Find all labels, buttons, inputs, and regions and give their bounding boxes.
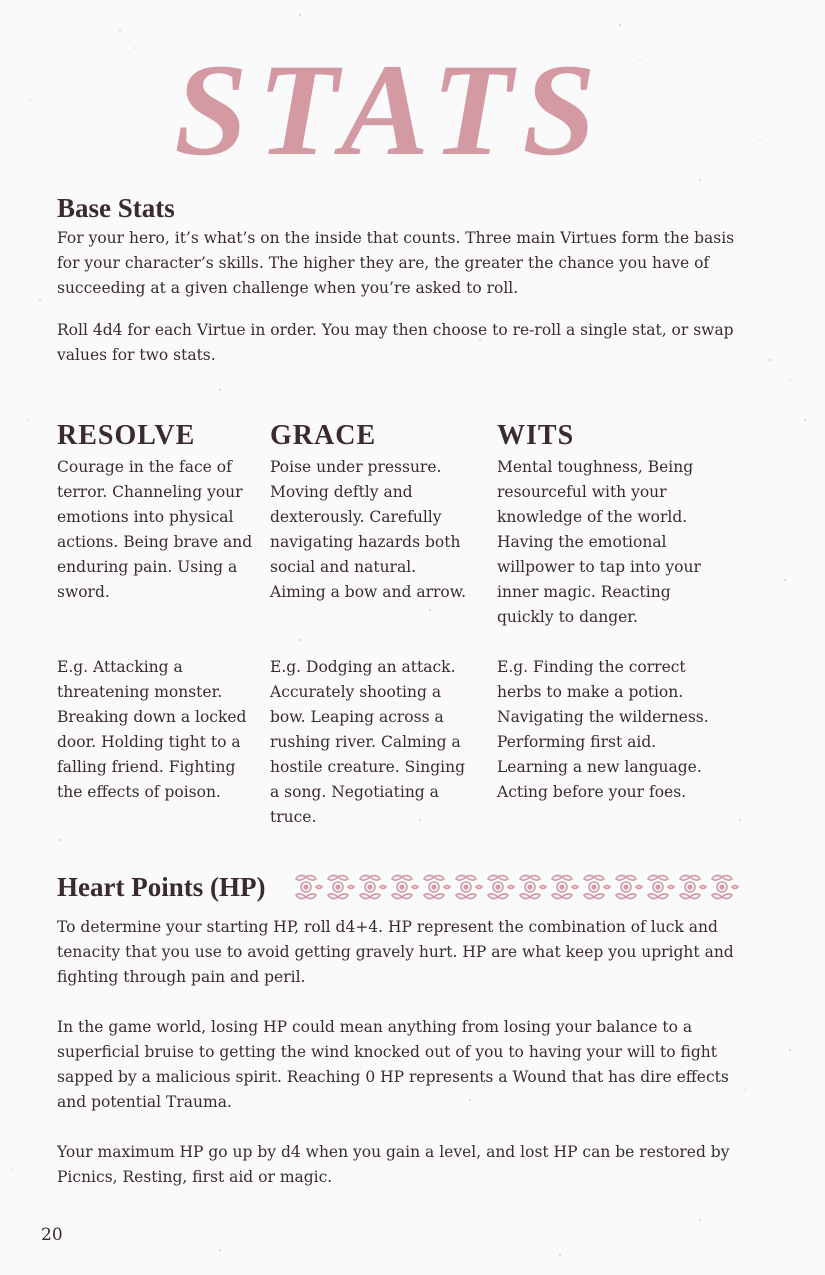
- virtue-examples-resolve: E.g. Attacking a threatening monster. Breaking down a locked door. Holding tight to a falling friend. Fighting the effects of poison.: [57, 658, 247, 801]
- base-stats-heading: Base Stats: [57, 193, 175, 223]
- heart-points-restoration: Your maximum HP go up by d4 when you gain a level, and lost HP can be restored by Picnics, Resting, first aid or magic.: [57, 1143, 730, 1186]
- virtue-description-wits: Mental toughness, Being resourceful with your knowledge of the world. Having the emotional willpower to tap into your inner magic. Reacting quickly to danger.: [497, 458, 701, 626]
- heart-points-heading: Heart Points (HP): [57, 872, 266, 902]
- virtue-description-grace: Poise under pressure. Moving deftly and dexterously. Carefully navigating hazards both social and natural. Aiming a bow and arrow.: [270, 458, 467, 601]
- virtue-heading-resolve: RESOLVE: [57, 420, 196, 451]
- virtue-heading-grace: GRACE: [270, 420, 377, 451]
- virtue-description-resolve: Courage in the face of terror. Channeling your emotions into physical actions. Being brave and enduring pain. Using a sword.: [57, 458, 253, 601]
- virtue-examples-grace: E.g. Dodging an attack. Accurately shooting a bow. Leaping across a rushing river. Calming a hostile creature. Singing a song. Negotiating a truce.: [270, 658, 466, 826]
- base-stats-intro: For your hero, it’s what’s on the inside that counts. Three main Virtues form the basis for your character’s skills. The higher they are, the greater the chance you have of succeeding at a given challenge when you’re asked to roll.: [57, 229, 735, 297]
- page-number: 20: [41, 1225, 63, 1245]
- decorative-border-ornament: [290, 870, 750, 904]
- virtue-heading-wits: WITS: [497, 420, 575, 451]
- base-stats-roll-rules: Roll 4d4 for each Virtue in order. You may then choose to re-roll a single stat, or swap values for two stats.: [57, 321, 734, 364]
- page-title: STATS: [174, 36, 606, 183]
- heart-points-intro: To determine your starting HP, roll d4+4. HP represent the combination of luck and tenacity that you use to avoid getting gravely hurt. HP are what keep you upright and fighting through pain and peril.: [57, 918, 734, 986]
- virtue-examples-wits: E.g. Finding the correct herbs to make a potion. Navigating the wilderness. Performing first aid. Learning a new language. Acting before your foes.: [497, 658, 709, 801]
- heart-points-game-world: In the game world, losing HP could mean anything from losing your balance to a superficial bruise to getting the wind knocked out of you to having your will to fight sapped by a malicious spirit. Reaching 0 HP represents a Wound that has dire effects and potential Trauma.: [57, 1018, 729, 1111]
